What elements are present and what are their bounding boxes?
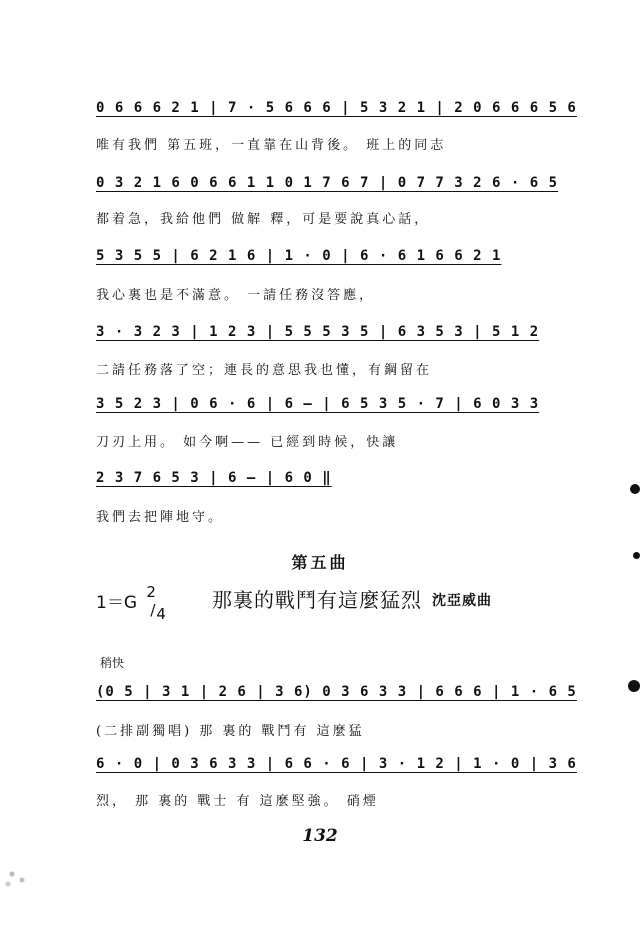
lyrics-line: (二排副獨唱) 那 裏的 戰鬥有 這麼猛 <box>96 724 365 739</box>
tempo-marking: 稍快 <box>100 656 125 670</box>
section-heading: 第五曲 <box>291 553 349 572</box>
lyrics-line: 二請任務落了空；連長的意思我也懂，有鋼留在 <box>96 363 433 378</box>
notation-line: 3 · 3 2 3 | 1 2 3 | 5 5 5 3 5 | 6 3 5 3 | 5 1 2 <box>96 324 540 340</box>
notation-line: 0 6 6 6 2 1 | 7 · 5 6 6 6 | 5 3 2 1 | 2 0 6 6 6 5 6 <box>96 100 577 116</box>
song-title: 那裏的戰鬥有這麼猛烈 <box>212 588 422 612</box>
lyrics-line: 我們去把陣地守。 <box>96 510 225 525</box>
scan-speck <box>0 858 56 894</box>
notation-line: 6 · 0 | 0 3 6 3 3 | 6 6 · 6 | 3 · 1 2 | 1 · 0 | 3 6 <box>96 756 577 772</box>
lyrics-line: 烈， 那 裏的 戰士 有 這麼堅強。 硝煙 <box>96 794 379 809</box>
time-numerator: 2 <box>146 583 156 601</box>
composer-credit: 沈亞威曲 <box>432 593 492 609</box>
scan-mark <box>633 552 640 559</box>
scan-mark <box>630 484 640 494</box>
lyrics-line: 都着急，我給他們 做解 釋，可是要說真心話， <box>96 212 431 227</box>
lyrics-line: 唯有我們 第五班，一直靠在山背後。 班上的同志 <box>96 138 447 153</box>
scan-mark <box>628 680 640 692</box>
time-denominator: 4 <box>156 605 166 623</box>
notation-line: 3 5 2 3 | 0 6 · 6 | 6 — | 6 5 3 5 · 7 | 6 0 3 3 <box>96 396 540 412</box>
lyrics-line: 我心裏也是不滿意。 一請任務沒答應， <box>96 288 376 303</box>
notation-line: (0 5 | 3 1 | 2 6 | 3 6) 0 3 6 3 3 | 6 6 6 | 1 · 6 5 <box>96 684 577 700</box>
key-signature <box>96 583 166 623</box>
notation-line: 0 3 2 1 6 0 6 6 1 1 0 1 7 6 7 | 0 7 7 3 2 6 · 6 5 <box>96 175 559 191</box>
key-label: 1＝G <box>96 593 137 613</box>
time-signature: 2 / 4 <box>146 583 166 623</box>
page-number: 132 <box>302 826 338 846</box>
lyrics-line: 刀刃上用。 如今啊—— 已經到時候，快讓 <box>96 435 399 450</box>
notation-line: 5 3 5 5 | 6 2 1 6 | 1 · 0 | 6 · 6 1 6 6 2 1 <box>96 248 502 264</box>
notation-line: 2 3 7 6 5 3 | 6 — | 6 0 ‖ <box>96 470 332 486</box>
